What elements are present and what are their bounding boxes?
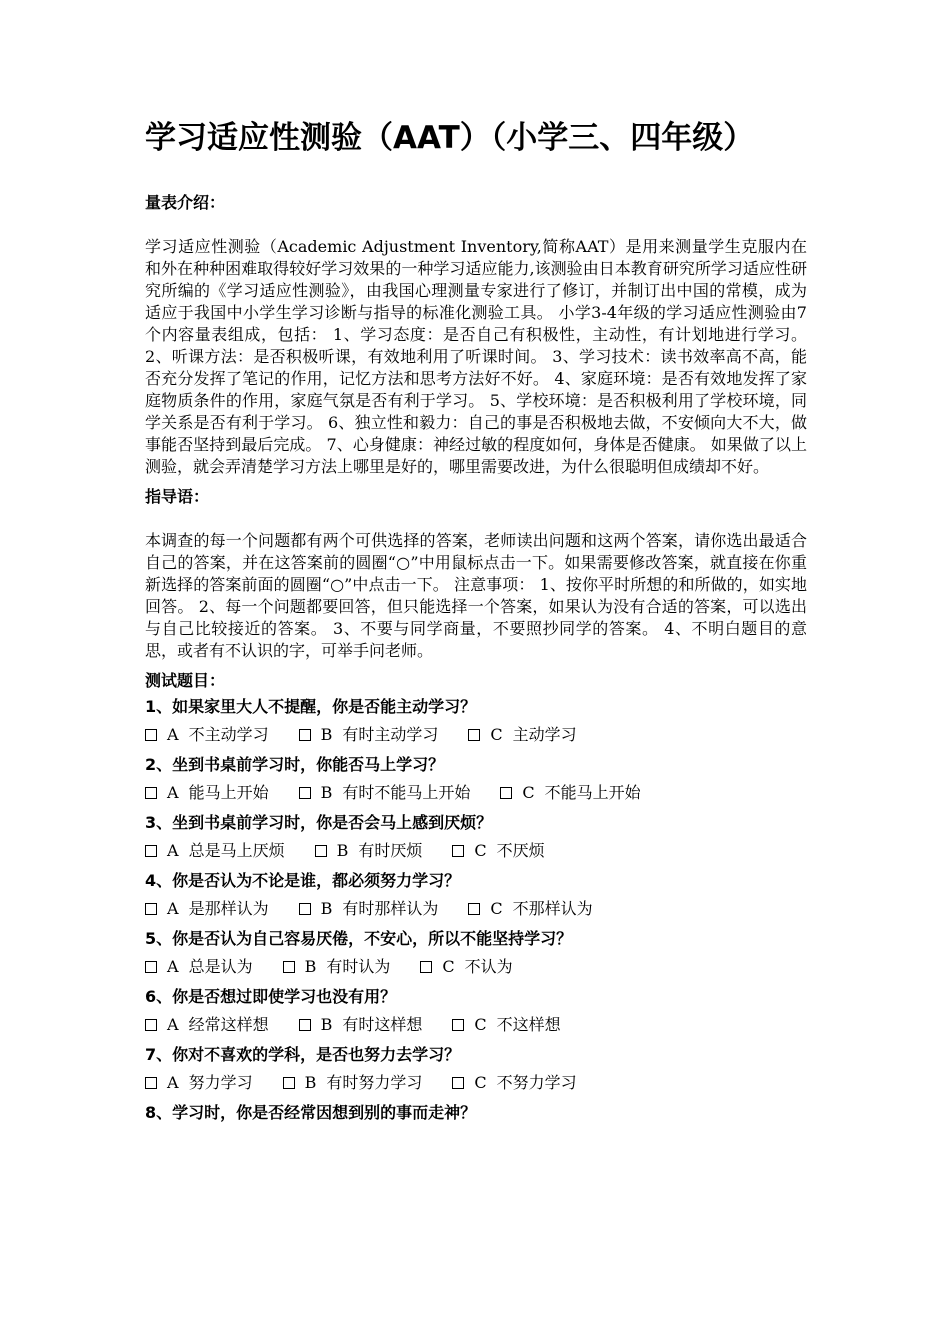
option-letter: B [336, 841, 349, 860]
checkbox-icon[interactable] [468, 729, 480, 741]
option-b[interactable] [299, 780, 471, 806]
option-letter: C [474, 1073, 487, 1092]
checkbox-icon[interactable] [468, 903, 480, 915]
option-label: 不能马上开始 [544, 783, 641, 802]
option-a[interactable] [145, 1070, 253, 1096]
option-letter: B [320, 1015, 333, 1034]
checkbox-icon[interactable] [283, 1077, 295, 1089]
option-letter: A [167, 1073, 179, 1092]
option-label: 努力学习 [188, 1073, 253, 1092]
option-c[interactable] [452, 1070, 576, 1096]
option-a[interactable] [145, 1012, 269, 1038]
option-c[interactable] [452, 1012, 560, 1038]
option-letter: C [490, 899, 503, 918]
option-label: 不厌烦 [496, 841, 545, 860]
option-c[interactable] [468, 896, 592, 922]
question-text: 3、坐到书桌前学习时，你是否会马上感到厌烦？ [145, 813, 493, 832]
option-label: 有时这样想 [342, 1015, 423, 1034]
options-row [145, 954, 807, 980]
option-letter: B [304, 1073, 317, 1092]
question-text: 5、你是否认为自己容易厌倦，不安心，所以不能坚持学习？ [145, 929, 573, 948]
option-letter: B [320, 725, 333, 744]
checkbox-icon[interactable] [420, 961, 432, 973]
page-title: 学习适应性测验（AAT）（小学三、四年级） [145, 120, 755, 156]
option-a[interactable] [145, 954, 253, 980]
option-label: 不主动学习 [188, 725, 269, 744]
checkbox-icon[interactable] [299, 729, 311, 741]
checkbox-icon[interactable] [452, 1019, 464, 1031]
options-row [145, 1012, 807, 1038]
option-label: 不努力学习 [496, 1073, 577, 1092]
option-c[interactable] [452, 838, 544, 864]
option-c[interactable] [500, 780, 640, 806]
guide-text: 本调查的每一个问题都有两个可供选择的答案，老师读出问题和这两个答案，请你选出最适合自己的答案，并在这答案前的圆圈“○”中用鼠标点击一下。如果需要修改答案，就直接在你重新选择的答案前面的圆圈“○”中点击一下。 注意事项： 1、按你平时所想的和所做的，如实地回答。 2、每一个问题都要回答，但只能选择一个答案，如果认为没有合适的答案，可以选出与自己比较接近的答案。 3、不要与同学商量，不要照抄同学的答案。 4、不明白题目的意思，或者有不认识的字，可举手问老师。 [145, 531, 807, 660]
question-text: 4、你是否认为不论是谁，都必须努力学习？ [145, 871, 461, 890]
question-list [145, 694, 807, 1126]
option-b[interactable] [283, 954, 391, 980]
question-text: 2、坐到书桌前学习时，你能否马上学习？ [145, 755, 445, 774]
option-label: 有时厌烦 [358, 841, 423, 860]
option-label: 是那样认为 [188, 899, 269, 918]
checkbox-icon[interactable] [145, 1077, 157, 1089]
checkbox-icon[interactable] [315, 845, 327, 857]
checkbox-icon[interactable] [283, 961, 295, 973]
checkbox-icon[interactable] [452, 1077, 464, 1089]
option-b[interactable] [299, 722, 439, 748]
question-text: 1、如果家里大人不提醒，你是否能主动学习？ [145, 697, 477, 716]
document-page [145, 118, 807, 1126]
option-b[interactable] [315, 838, 423, 864]
checkbox-icon[interactable] [145, 1019, 157, 1031]
option-a[interactable] [145, 838, 285, 864]
option-label: 主动学习 [512, 725, 577, 744]
option-c[interactable] [420, 954, 512, 980]
intro-text: 学习适应性测验（Academic Adjustment Inventory,简称AAT）是用来测量学生克服内在和外在种种困难取得较好学习效果的一种学习适应能力,该测验由日本教育研究所学习适应性研究所编的《学习适应性测验》，由我国心理测量专家进行了修订，并制订出中国的常模，成为适应于我国中小学生学习诊断与指导的标准化测验工具。 小学3-4年级的学习适应性测验由7个内容量表组成，包括： 1、学习态度：是否自己有积极性，主动性，有计划地进行学习。 2、听课方法：是否积极听课，有效地利用了听课时间。 3、学习技术：读书效率高不高，能否充分发挥了笔记的作用，记忆方法和思考方法好不好。 4、家庭环境：是否有效地发挥了家庭物质条件的作用，家庭气氛是否有利于学习。 5、学校环境：是否积极利用了学校环境，同学关系是否有利于学习。 6、独立性和毅力：自己的事是否积极地去做，不安倾向大不大，做事能否坚持到最后完成。 7、心身健康：神经过敏的程度如何，身体是否健康。 如果做了以上测验，就会弄清楚学习方法上哪里是好的，哪里需要改进，为什么很聪明但成绩却不好。 [145, 237, 807, 476]
question-text: 8、学习时，你是否经常因想到别的事而走神？ [145, 1103, 477, 1122]
option-b[interactable] [299, 1012, 423, 1038]
checkbox-icon[interactable] [145, 903, 157, 915]
checkbox-icon[interactable] [452, 845, 464, 857]
options-row [145, 722, 807, 748]
checkbox-icon[interactable] [145, 729, 157, 741]
option-label: 总是认为 [188, 957, 253, 976]
option-label: 有时认为 [326, 957, 391, 976]
guide-heading: 指导语： [145, 487, 210, 506]
option-a[interactable] [145, 722, 269, 748]
intro-heading: 量表介绍： [145, 193, 226, 212]
option-letter: A [167, 783, 179, 802]
option-letter: B [304, 957, 317, 976]
question-text: 7、你对不喜欢的学科，是否也努力去学习？ [145, 1045, 461, 1064]
option-a[interactable] [145, 896, 269, 922]
option-letter: C [474, 1015, 487, 1034]
option-letter: A [167, 841, 179, 860]
option-letter: A [167, 725, 179, 744]
option-a[interactable] [145, 780, 269, 806]
options-row [145, 780, 807, 806]
option-label: 不那样认为 [512, 899, 593, 918]
option-letter: A [167, 899, 179, 918]
option-b[interactable] [299, 896, 439, 922]
checkbox-icon[interactable] [299, 1019, 311, 1031]
option-label: 有时主动学习 [342, 725, 439, 744]
option-letter: A [167, 957, 179, 976]
checkbox-icon[interactable] [145, 961, 157, 973]
options-row [145, 896, 807, 922]
option-label: 总是马上厌烦 [188, 841, 285, 860]
option-label: 有时那样认为 [342, 899, 439, 918]
checkbox-icon[interactable] [299, 903, 311, 915]
options-row [145, 838, 807, 864]
option-letter: C [490, 725, 503, 744]
checkbox-icon[interactable] [500, 787, 512, 799]
option-label: 有时不能马上开始 [342, 783, 471, 802]
option-letter: B [320, 783, 333, 802]
checkbox-icon[interactable] [145, 845, 157, 857]
option-label: 不认为 [464, 957, 513, 976]
option-label: 不这样想 [496, 1015, 561, 1034]
checkbox-icon[interactable] [299, 787, 311, 799]
option-label: 有时努力学习 [326, 1073, 423, 1092]
option-letter: C [474, 841, 487, 860]
option-letter: C [442, 957, 455, 976]
option-b[interactable] [283, 1070, 423, 1096]
option-c[interactable] [468, 722, 576, 748]
option-letter: A [167, 1015, 179, 1034]
option-label: 经常这样想 [188, 1015, 269, 1034]
question-text: 6、你是否想过即使学习也没有用？ [145, 987, 397, 1006]
option-letter: B [320, 899, 333, 918]
test-heading: 测试题目： [145, 671, 226, 690]
options-row [145, 1070, 807, 1096]
option-label: 能马上开始 [188, 783, 269, 802]
checkbox-icon[interactable] [145, 787, 157, 799]
option-letter: C [522, 783, 535, 802]
